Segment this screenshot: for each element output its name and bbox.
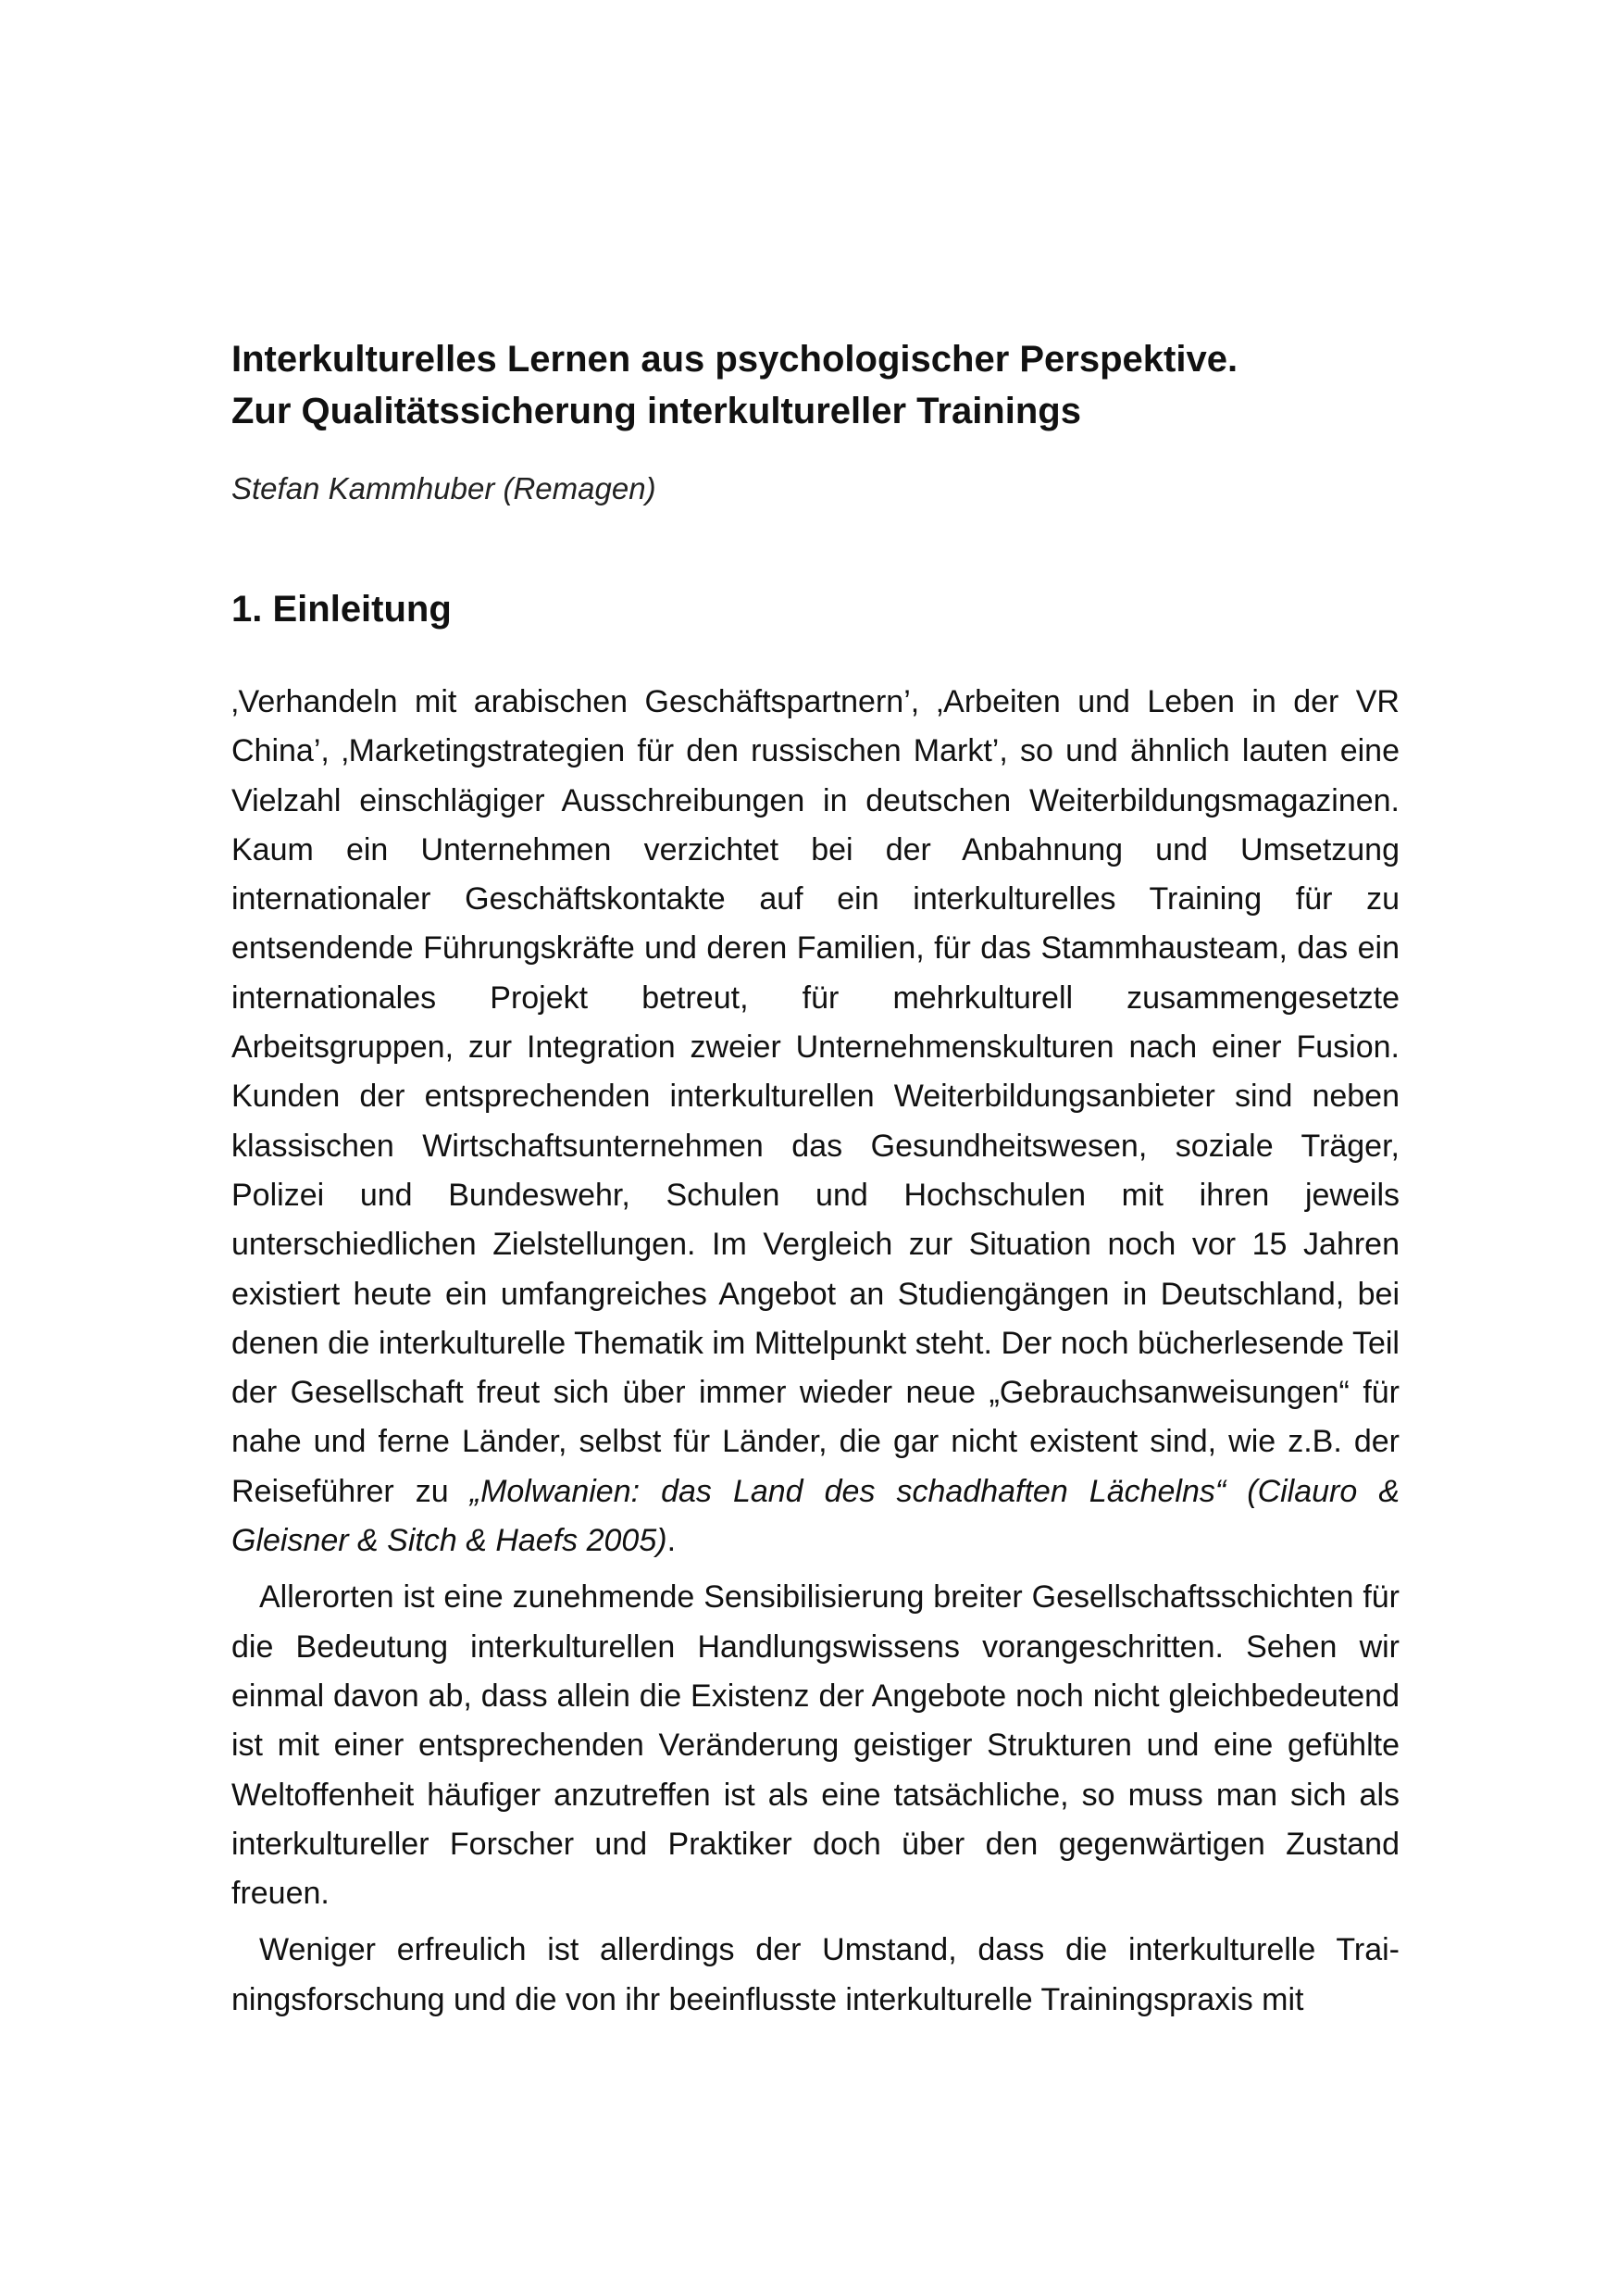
- paragraph-1-citation: „Molwanien: das Land des schadhaften Lächelns“ (Cilauro & Gleisner & Sitch & Haefs 2005): [231, 1473, 1400, 1559]
- paragraph-2: Allerorten ist eine zunehmende Sensibilisierung breiter Gesellschaftsschichten für die Bedeutung interkulturellen Handlungswissens vorangeschritten. Sehen wir einmal davon ab, dass allein die Existenz der Angebote noch nicht gleichbedeutend ist mit einer entsprechenden Veränderung geistiger Strukturen und eine gefühlte Weltoffenheit häufiger anzutreffen ist als eine tatsächliche, so muss man sich als interkultureller Forscher und Praktiker doch über den gegenwärtigen Zustand freuen.: [231, 1579, 1400, 1912]
- article-author: Stefan Kammhuber (Remagen): [231, 471, 656, 505]
- paragraph-1: [231, 678, 1400, 1566]
- page-content: [231, 333, 1400, 2025]
- paragraph-3: Weniger erfreulich ist allerdings der Umstand, dass die interkulturelle Trainingsforschung und die von ihr beeinflusste interkulturelle Trainingspraxis mit: [231, 1932, 1400, 2017]
- article-title: [231, 333, 1400, 437]
- article-title-line-1: Interkulturelles Lernen aus psychologischer Perspektive.: [231, 339, 1238, 380]
- paragraph-1-text: ‚Verhandeln mit arabischen Geschäftspartnern’, ‚Arbeiten und Leben in der VR China’, ‚Marketingstrategien für den russischen Markt’, so und ähnlich lauten eine Vielzahl einschlägiger Ausschreibungen in deutschen Weiterbildungsmagazinen. Kaum ein Unternehmen verzichtet bei der Anbahnung und Umsetzung internationaler Geschäftskontakte auf ein interkulturelles Training für zu entsendende Führungskräfte und deren Familien, für das Stammhausteam, das ein internationales Projekt betreut, für mehrkulturell zusammengesetzte Arbeitsgruppen, zur Integration zweier Unternehmenskulturen nach einer Fusion. Kunden der entsprechenden interkulturellen Weiterbildungsanbieter sind neben klassischen Wirtschaftsunternehmen das Gesundheitswesen, soziale Träger, Polizei und Bundeswehr, Schulen und Hochschulen mit ihren jeweils unterschiedlichen Zielstellungen. Im Vergleich zur Situation noch vor 15 Jahren existiert heute ein umfangreiches Angebot an Studiengängen in Deutschland, bei denen die interkulturelle Thematik im Mittelpunkt steht. Der noch bücherlesende Teil der Gesellschaft freut sich über immer wieder neue „Gebrauchsanweisungen“ für nahe und ferne Länder, selbst für Länder, die gar nicht existent sind, wie z.B. der Reiseführer zu: [231, 684, 1400, 1509]
- section-heading: 1. Einleitung: [231, 589, 452, 630]
- paragraph-1-end: .: [666, 1523, 677, 1559]
- article-title-line-2: Zur Qualitätssicherung interkultureller Trainings: [231, 391, 1081, 431]
